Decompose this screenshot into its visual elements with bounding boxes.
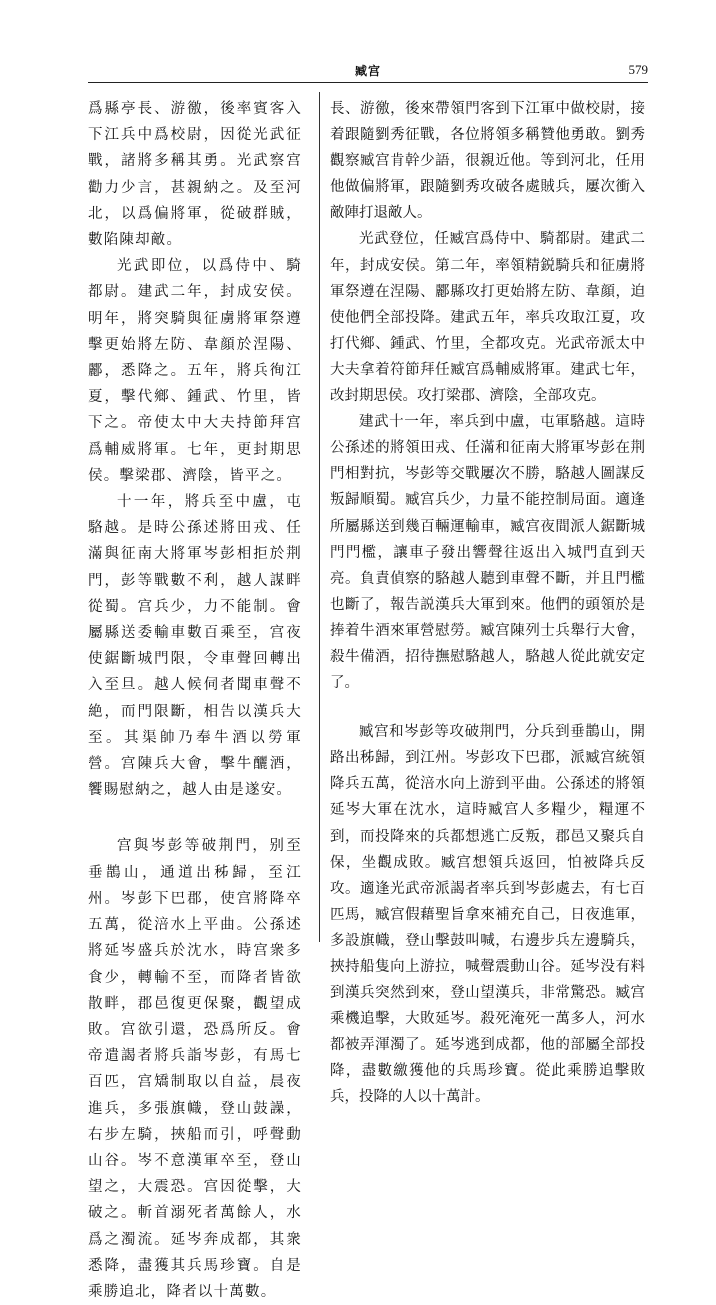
classical-paragraph-1: 爲縣亭長、游徼，後率賓客入下江兵中爲校尉，因從光武征戰，諸將多稱其勇。光武察宫勸力少言，甚親納之。及至河北，以爲偏將軍，從破群賊，數陷陳却敵。 — [88, 101, 302, 249]
running-title: 臧宫 — [354, 64, 381, 78]
header-rule — [88, 82, 648, 83]
translation-paragraph-2: 光武登位，任臧宫爲侍中、騎都尉。建武二年，封成安侯。第二年，率領精鋭騎兵和征虜將軍祭遵在涅陽、酈縣攻打更始將左防、韋顔，迫使他們全部投降。建武五年，率兵攻取江夏，攻打代鄉、鍾武、竹里，全都攻克。光武帝派太中大夫拿着符節拜任臧宫爲輔威將軍。建武七年，改封期思侯。攻打梁郡、濟陰，全部攻克。 — [330, 231, 645, 405]
classical-paragraph-2: 光武即位，以爲侍中、騎都尉。建武二年，封成安侯。明年，將突騎與征虜將軍祭遵擊更始將左防、韋顔於涅陽、酈，悉降之。五年，將兵徇江夏，擊代鄉、鍾武、竹里，皆下之。帝使太中大夫持節拜宫爲輔威將軍。七年，更封期思侯。擊梁郡、濟陰，皆平之。 — [88, 258, 302, 484]
classical-paragraph-3: 十一年，將兵至中盧，屯駱越。是時公孫述將田戎、任滿與征南大將軍岑彭相拒於荆門，彭等戰數不利，越人謀畔從蜀。宫兵少，力不能制。會屬縣送委輸車數百乘至，宫夜使鋸斷城門限，令車聲回轉出入至旦。越人候伺者聞車聲不絶，而門限斷，相告以漢兵大至。其渠帥乃奉牛酒以勞軍營。宫陳兵大會，擊牛釃酒，饗賜慰納之，越人由是遂安。 — [88, 494, 302, 799]
page-number: 579 — [628, 62, 648, 77]
translation-paragraph-4: 臧宫和岑彭等攻破荆門，分兵到垂鵲山，開路出秭歸，到江州。岑彭攻下巴郡，派臧宫統領降兵五萬，從涪水向上游到平曲。公孫述的將領延岑大軍在沈水，這時臧宫人多糧少，糧運不到，而投降來的兵都想逃亡反叛，郡邑又聚兵自保，坐觀成敗。臧宫想領兵返回，怕被降兵反攻。適逢光武帝派謁者率兵到岑彭處去，有七百匹馬，臧宫假藉聖旨拿來補充自己，日夜進軍，多設旗幟，登山擊鼓叫喊，右邊步兵左邊騎兵，挾持船隻向上游拉，喊聲震動山谷。延岑没有料到漢兵突然到來，登山望漢兵，非常驚恐。臧宫乘機追擊，大敗延岑。殺死淹死一萬多人，河水都被弄渾濁了。延岑逃到成都，他的部屬全部投降，盡數繳獲他的兵馬珍寶。從此乘勝追擊敗兵，投降的人以十萬計。 — [330, 724, 645, 1106]
translation-paragraph-3: 建武十一年，率兵到中盧，屯軍駱越。這時公孫述的將領田戎、任滿和征南大將軍岑彭在荆門相對抗，岑彭等交戰屢次不勝，駱越人圖謀反叛歸順蜀。臧宫兵少，力量不能控制局面。適逢所屬縣送到幾百輛運輸車，臧宫夜間派人鋸斷城門門檻，讓車子發出響聲往返出入城門直到天亮。負責偵察的駱越人聽到車聲不斷，并且門檻也斷了，報告説漢兵大軍到來。他們的頭領於是捧着牛酒來軍營慰勞。臧宫陳列士兵舉行大會，殺牛備酒，招待撫慰駱越人，駱越人從此就安定了。 — [330, 414, 645, 692]
classical-text-column — [88, 96, 302, 1305]
translation-text-column — [330, 96, 645, 1111]
section-gap — [88, 803, 302, 833]
classical-paragraph-4: 宫與岑彭等破荆門，别至垂鵲山，通道出秭歸，至江州。岑彭下巴郡，使宫將降卒五萬，從涪水上平曲。公孫述將延岑盛兵於沈水，時宫衆多食少，轉輸不至，而降者皆欲散畔，郡邑復更保聚，觀望成敗。宫欲引還，恐爲所反。會帝遣謁者將兵詣岑彭，有馬七百匹，宫矯制取以自益，晨夜進兵，多張旗幟，登山鼓譟，右步左騎，挾船而引，呼聲動山谷。岑不意漢軍卒至，登山望之，大震恐。宫因從擊，大破之。斬首溺死者萬餘人，水爲之濁流。延岑奔成都，其衆悉降，盡獲其兵馬珍寶。自是乘勝追北，降者以十萬數。 — [88, 838, 302, 1300]
translation-paragraph-1: 長、游徼，後來帶領門客到下江軍中做校尉，接着跟隨劉秀征戰，各位將領多稱贊他勇敢。劉秀觀察臧宫肯幹少語，很親近他。等到河北，任用他做偏將軍，跟隨劉秀攻破各處賊兵，屢次衝入敵陣打退敵人。 — [330, 101, 645, 222]
column-divider — [319, 92, 320, 942]
section-gap — [330, 696, 645, 719]
